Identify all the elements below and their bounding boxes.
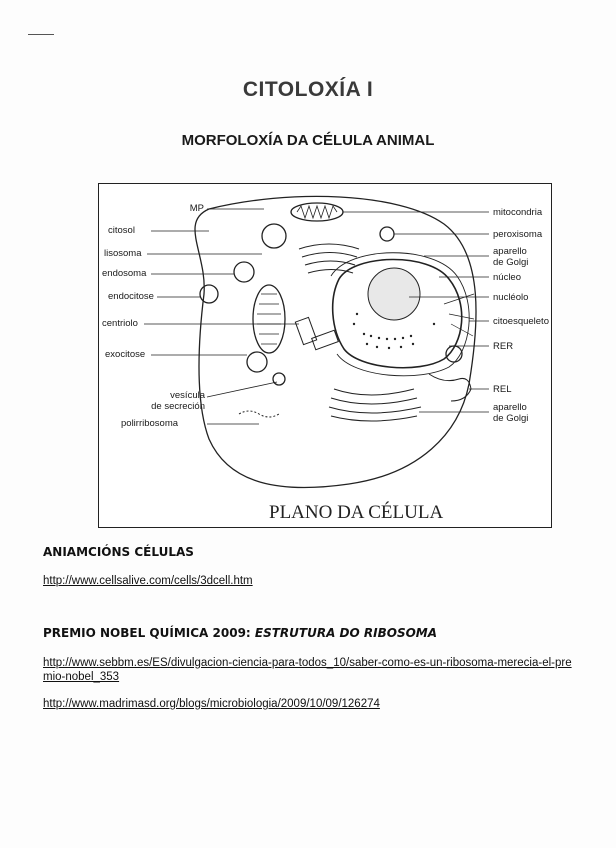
section-animacions-title: ANIAMCIÓNS CÉLULAS	[43, 545, 194, 559]
label-citosol: citosol	[108, 225, 135, 236]
section-premio-title	[43, 626, 437, 640]
peroxisome	[380, 227, 394, 241]
cell-drawing	[99, 184, 551, 527]
scan-mark	[28, 34, 54, 35]
label-vesicula: vesícula	[170, 390, 205, 401]
secretion-vesicle	[273, 373, 285, 385]
premio-title-text: PREMIO NOBEL QUÍMICA 2009:	[43, 626, 251, 640]
endosome	[234, 262, 254, 282]
label-centriolo: centriolo	[102, 318, 138, 329]
label-de-golgi-1: de Golgi	[493, 257, 529, 268]
label-aparello-1: aparello	[493, 246, 527, 257]
rel	[429, 374, 471, 401]
polyribosome	[239, 411, 279, 417]
label-nucleo: núcleo	[493, 272, 521, 283]
label-aparello-2: aparello	[493, 402, 527, 413]
label-peroxisoma: peroxisoma	[493, 229, 543, 240]
page-title: CITOLOXÍA I	[242, 78, 374, 101]
label-nucleolo: nucléolo	[493, 292, 529, 303]
label-mitocondria: mitocondria	[493, 207, 543, 218]
label-de-secrecion: de secreción	[151, 401, 205, 412]
label-endosoma: endosoma	[102, 268, 147, 279]
label-rer: RER	[493, 341, 514, 352]
figure-caption: PLANO DA CÉLULA	[269, 502, 444, 523]
mitochondrion-left	[253, 285, 285, 353]
label-mp: MP	[189, 203, 204, 214]
label-de-golgi-2: de Golgi	[493, 413, 529, 424]
golgi-bottom	[329, 389, 421, 421]
mitochondrion-top	[291, 203, 343, 221]
endocytosis-vesicle	[200, 285, 218, 303]
label-citoesqueleto: citoesqueleto	[493, 316, 549, 327]
link-cellsalive[interactable]: http://www.cellsalive.com/cells/3dcell.htm	[43, 575, 253, 587]
label-exocitose: exocitose	[105, 349, 146, 360]
cell-membrane	[195, 196, 476, 487]
centrioles	[295, 317, 338, 349]
link-madrimasd[interactable]: http://www.madrimasd.org/blogs/microbiologia/2009/10/09/126274	[43, 698, 380, 710]
label-polirribosoma: polirribosoma	[121, 418, 179, 429]
cell-diagram	[98, 183, 552, 528]
page-subtitle: MORFOLOXÍA DA CÉLULA ANIMAL	[181, 132, 435, 149]
premio-title-italic: ESTRUTURA DO RIBOSOMA	[254, 626, 438, 640]
label-endocitose: endocitose	[108, 291, 154, 302]
lysosome	[262, 224, 286, 248]
label-lisosoma: lisosoma	[104, 248, 142, 259]
nucleolus	[368, 268, 420, 320]
label-rel: REL	[493, 384, 512, 395]
exocytosis-vesicle	[247, 352, 267, 372]
link-sebbm[interactable]: http://www.sebbm.es/ES/divulgacion-ciencia-para-todos_10/saber-como-es-un-ribosoma-merecia-el-premio-nobel_353	[43, 657, 572, 683]
